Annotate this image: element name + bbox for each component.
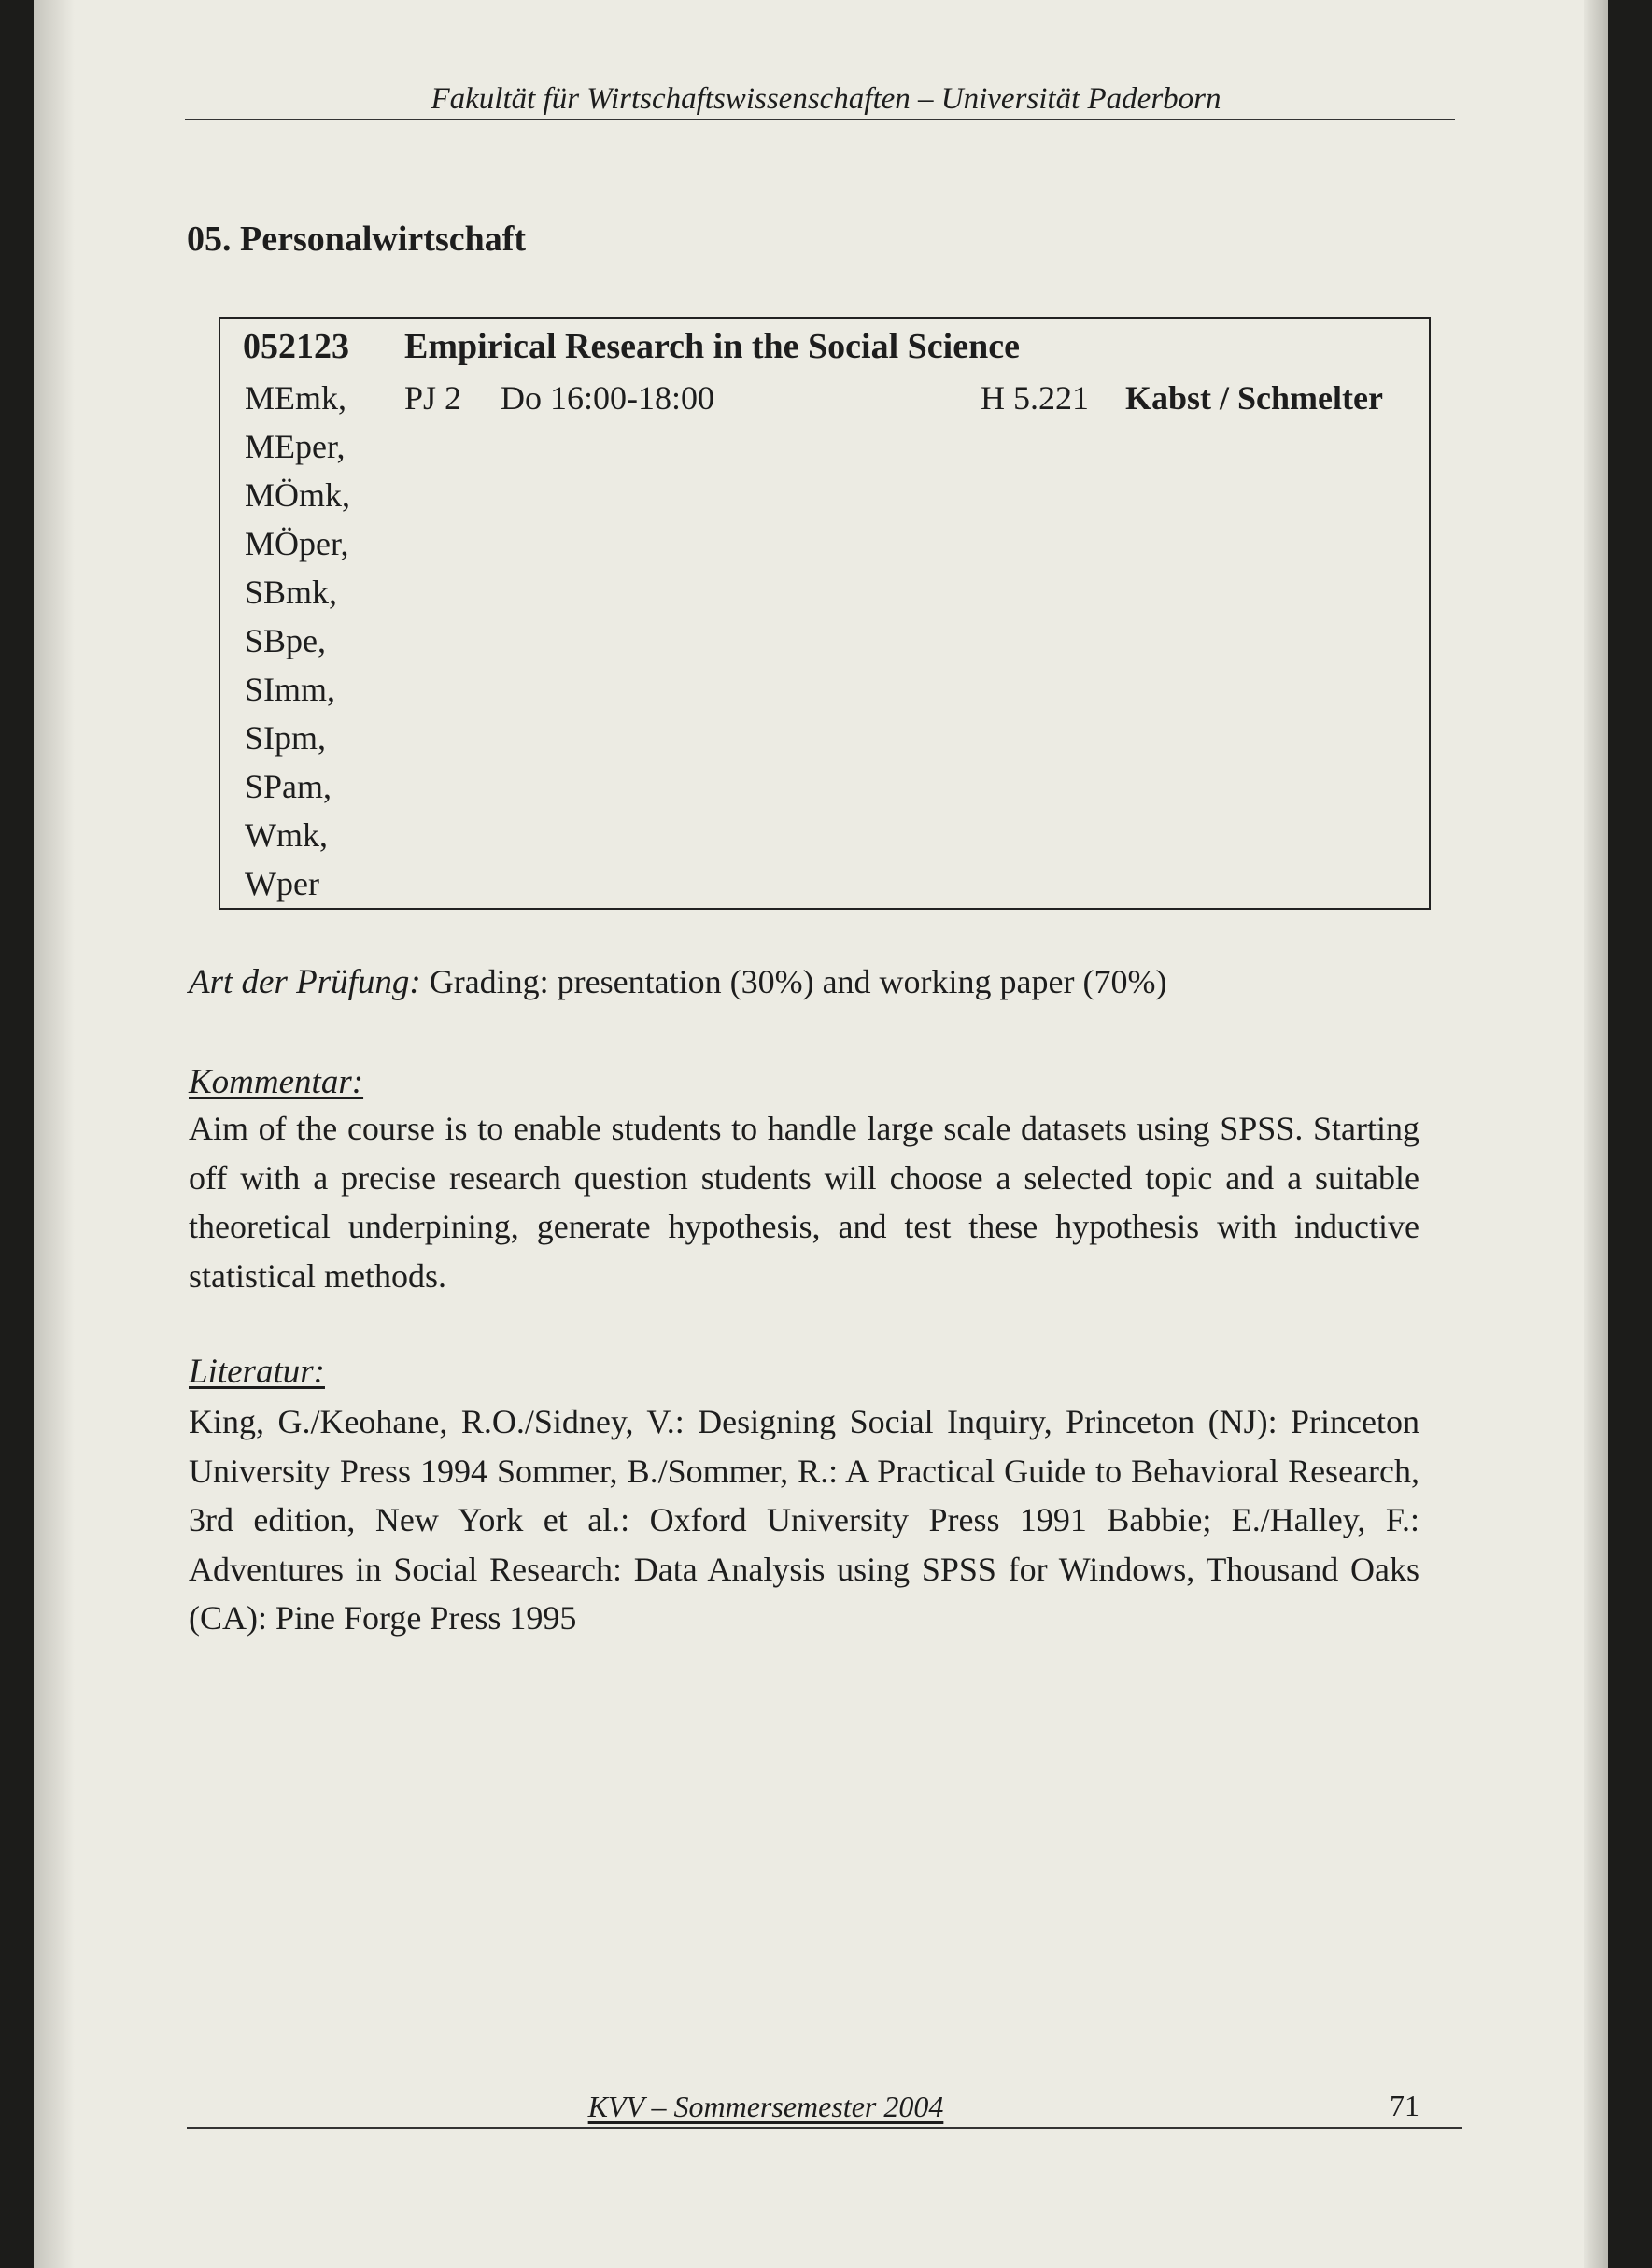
course-lecturers: Kabst / Schmelter <box>1125 379 1383 417</box>
course-type: PJ 2 <box>404 379 462 417</box>
comment-text: Aim of the course is to enable students to handle large scale datasets using SPSS. Starting off with a precise research question students will choose a selected topic and a suitable theoretical underpining, generate hypothesis, and test these hypothesis with inductive statistical methods. <box>189 1110 1419 1295</box>
program-code: SIpm, <box>245 719 327 757</box>
course-time: Do 16:00-18:00 <box>501 379 714 417</box>
header-rule <box>185 119 1455 120</box>
comment-label: Kommentar: <box>189 1063 364 1101</box>
binding-shadow <box>34 0 75 2268</box>
footer-rule <box>187 2127 1462 2129</box>
page-number: 71 <box>1390 2089 1419 2122</box>
program-codes-list <box>245 374 385 908</box>
exam-label: Art der Prüfung: <box>189 963 421 1001</box>
course-number: 052123 <box>243 327 349 366</box>
program-code: MEmk, <box>245 379 347 417</box>
section-title: 05. Personalwirtschaft <box>187 220 527 259</box>
program-code: MÖmk, <box>245 476 351 514</box>
exam-block <box>189 962 1166 1002</box>
page-footer: KVV – Sommersemester 2004 <box>587 2090 944 2123</box>
course-room: H 5.221 <box>981 379 1089 417</box>
literature-label: Literatur: <box>189 1353 325 1391</box>
literature-text: King, G./Keohane, R.O./Sidney, V.: Designing Social Inquiry, Princeton (NJ): Princeton University Press 1994 Sommer, B./Sommer, R.: A Practical Guide to Behavioral Research, 3rd edition, New York et al.: Oxford University Press 1991 Babbie; E./Halley, F.: Adventures in Social Research: Data Analysis using SPSS for Windows, Thousand Oaks (CA): Pine Forge Press 1995 <box>189 1403 1419 1637</box>
page-header: Fakultät für Wirtschaftswissenschaften – Universität Paderborn <box>431 82 1221 116</box>
program-code: Wmk, <box>245 816 328 854</box>
page-edge <box>1584 0 1608 2268</box>
course-title: Empirical Research in the Social Science <box>404 327 1020 366</box>
program-code: MÖper, <box>245 525 349 562</box>
program-code: Wper <box>245 865 319 902</box>
program-code: SBpe, <box>245 622 327 659</box>
program-code: MEper, <box>245 428 346 465</box>
exam-text: Grading: presentation (30%) and working paper (70%) <box>429 963 1167 1000</box>
program-code: SBmk, <box>245 574 338 611</box>
program-code: SPam, <box>245 768 332 805</box>
program-code: SImm, <box>245 671 336 708</box>
